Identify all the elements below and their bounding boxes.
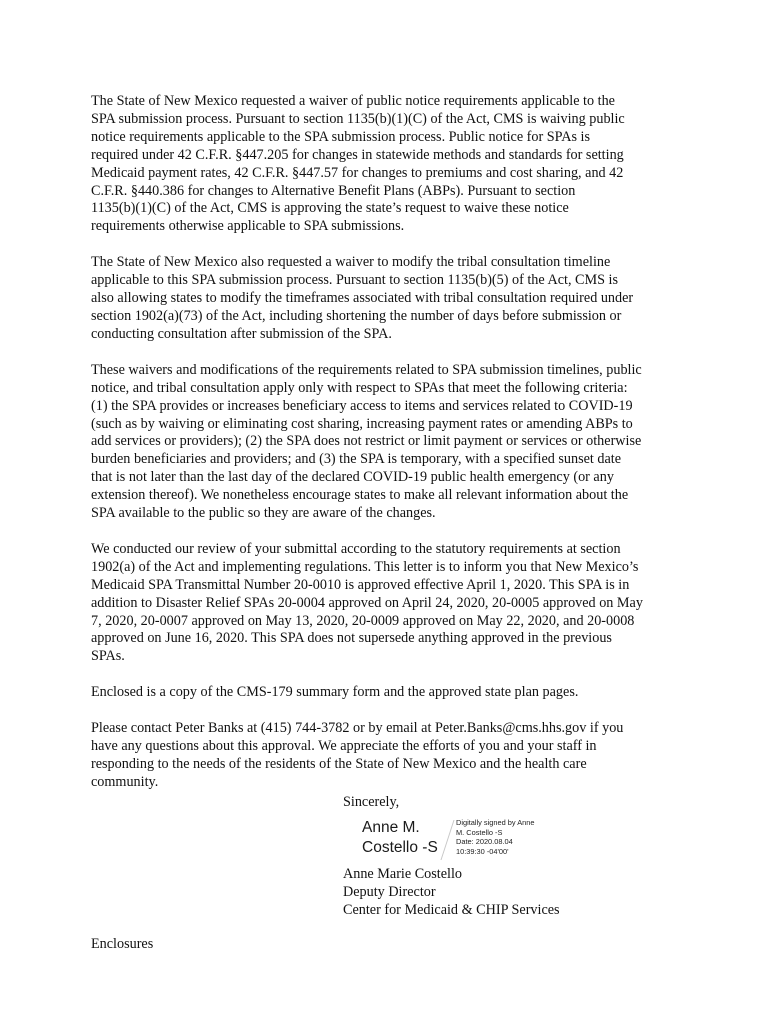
text-line: burden beneficiaries and providers; and (3) the SPA is temporary, with a specified sunset date [91,451,622,468]
signature-details [456,818,534,856]
text-line: (such as by waiving or eliminating cost sharing, increasing payment rates or amending ABPs to [91,415,633,432]
paragraph-tribal-consultation [91,254,691,344]
text-line: SPAs. [91,648,125,665]
text-line: SPA available to the public so they are aware of the changes. [91,505,436,522]
text-line: add services or providers); (2) the SPA does not restrict or limit payment or services or otherwise [91,433,642,450]
signer-name: Anne Marie Costello [343,866,462,882]
signer-title: Deputy Director [343,883,436,900]
text-line: requirements otherwise applicable to SPA submissions. [91,218,405,235]
signature-detail-line: 10:39:30 -04'00' [456,846,509,856]
text-line: community. [91,773,159,790]
text-line: Medicaid SPA Transmittal Number 20-0010 is approved effective April 1, 2020. This SPA is in [91,576,630,593]
text-line: notice requirements applicable to the SPA submission process. Public notice for SPAs is [91,128,591,145]
text-line: conducting consultation after submission of the SPA. [91,325,392,342]
enclosures-label: Enclosures [91,936,154,952]
text-line: 1902(a) of the Act and implementing regulations. This letter is to inform you that New Mexico’s [91,558,639,575]
text-line: that is not later than the last day of the declared COVID-19 public health emergency (or any [91,469,614,486]
letter-body [91,93,691,810]
text-line: approved on June 16, 2020. This SPA does not supersede anything approved in the previous [91,630,612,647]
text-line: Medicaid payment rates, 42 C.F.R. §447.57 for changes to premiums and cost sharing, and 42 [91,164,624,181]
text-line: (1) the SPA provides or increases beneficiary access to items and services related to COVID-19 [91,397,633,414]
text-line: applicable to this SPA submission process. Pursuant to section 1135(b)(5) of the Act, CMS is [91,272,619,289]
signer-organization: Center for Medicaid & CHIP Services [343,901,560,918]
text-line: Enclosed is a copy of the CMS-179 summary form and the approved state plan pages. [91,684,579,701]
signer-block [343,866,560,920]
paragraph-criteria [91,362,691,523]
paragraph-public-notice-waiver [91,93,691,236]
paragraph-contact [91,720,691,792]
paragraph-enclosed [91,684,691,702]
text-line: responding to the needs of the residents of the State of New Mexico and the health care [91,756,587,772]
text-line: Please contact Peter Banks at (415) 744-3782 or by email at Peter.Banks@cms.hhs.gov if you [91,720,624,737]
text-line: We conducted our review of your submittal according to the statutory requirements at section [91,540,621,557]
text-line: The State of New Mexico requested a waiver of public notice requirements applicable to the [91,93,615,109]
text-line: notice, and tribal consultation apply only with respect to SPAs that meet the following criteria: [91,379,628,396]
closing-salutation: Sincerely, [343,794,400,810]
text-line: also allowing states to modify the timeframes associated with tribal consultation required under [91,290,634,307]
text-line: C.F.R. §440.386 for changes to Alternative Benefit Plans (ABPs). Pursuant to section [91,182,576,199]
text-line: required under 42 C.F.R. §447.205 for changes in statewide methods and standards for setting [91,146,624,163]
text-line: 1135(b)(1)(C) of the Act, CMS is approving the state’s request to waive these notice [91,200,569,217]
text-line: have any questions about this approval. We appreciate the efforts of you and your staff in [91,738,597,755]
signature-detail-line: Digitally signed by Anne [456,818,535,827]
text-line: These waivers and modifications of the requirements related to SPA submission timelines, public [91,361,642,378]
text-line: The State of New Mexico also requested a waiver to modify the tribal consultation timeline [91,254,611,271]
signature-divider [441,820,455,860]
text-line: 7, 2020, 20-0007 approved on May 13, 2020, 20-0009 approved on May 22, 2020, and 20-0008 [91,612,635,629]
paragraph-approval [91,541,691,666]
digital-signature [362,818,562,860]
signature-name-line: Costello -S [362,839,438,856]
text-line: SPA submission process. Pursuant to section 1135(b)(1)(C) of the Act, CMS is waiving public [91,110,625,127]
text-line: addition to Disaster Relief SPAs 20-0004 approved on April 24, 2020, 20-0005 approved on May [91,594,643,611]
text-line: section 1902(a)(73) of the Act, including shortening the number of days before submission or [91,307,622,324]
signature-name [362,818,438,858]
signature-name-line: Anne M. [362,819,420,836]
signature-detail-line: Date: 2020.08.04 [456,837,513,847]
signature-detail-line: M. Costello -S [456,827,503,837]
text-line: extension thereof). We nonetheless encourage states to make all relevant information about the [91,487,629,504]
